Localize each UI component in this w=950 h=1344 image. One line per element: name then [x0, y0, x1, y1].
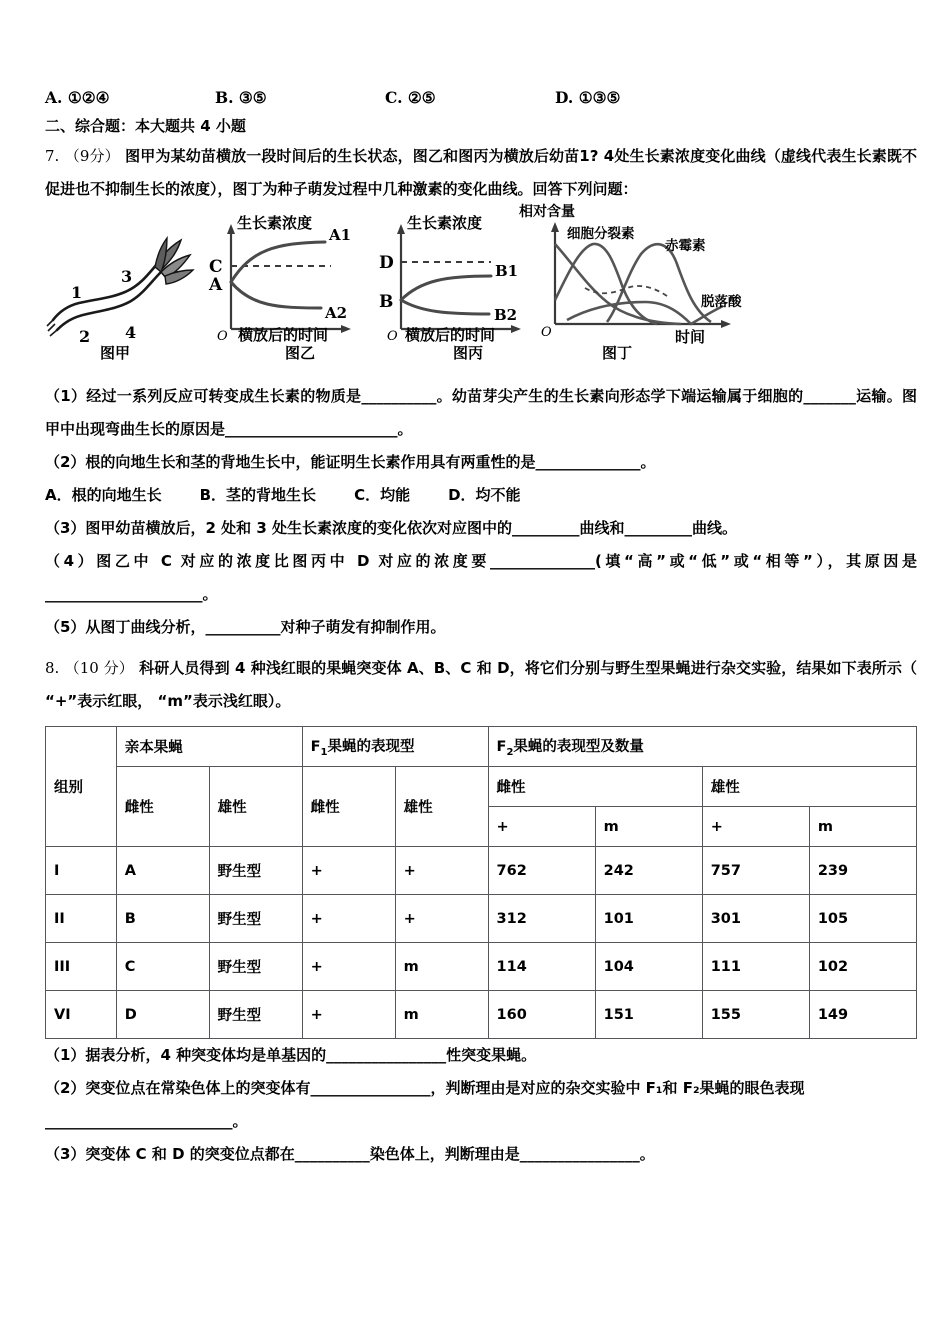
option-a-text: ①②④: [67, 88, 110, 107]
table-row: [46, 943, 917, 991]
question8-sub-2: （2）突变位点在常染色体上的突变体有________________，判断理由是对应的杂交实验中 F₁和 F₂果蝇的眼色表现_________________________。: [45, 1079, 805, 1130]
row-f2-female-m: 101: [595, 895, 702, 943]
table-header-f2-male: 雄性: [702, 767, 916, 807]
root-hairs: [47, 320, 57, 336]
ding-label-cytokinin: 细胞分裂素: [567, 226, 635, 242]
figure-ding-caption: 图丁: [601, 344, 632, 362]
table-header-row-2: [46, 767, 917, 807]
ding-y-axis-label: 相对含量: [519, 204, 575, 220]
option-d: [555, 88, 725, 107]
question8-sub-1: （1）据表分析，4 种突变体均是单基因的________________性突变果蝇。: [45, 1046, 537, 1064]
question7-figure-group: [45, 204, 917, 374]
yi-x-axis-label: 横放后的时间: [238, 326, 329, 344]
table-header-f1: $F_1$果蝇的表现型: [302, 727, 488, 767]
bing-mark-b: B: [379, 292, 394, 312]
row-f2-male-plus: 111: [702, 943, 809, 991]
row-f2-male-plus: 301: [702, 895, 809, 943]
table-header-f2-male-plus: +: [702, 807, 809, 847]
table-header-f2-female-plus: +: [488, 807, 595, 847]
seedling-label-2: 2: [79, 327, 91, 345]
yi-x-arrow: [341, 325, 351, 333]
ding-curve-descending: [555, 244, 681, 324]
question7-sub-1: （1）经过一系列反应可转变成生长素的物质是__________。幼苗芽尖产生的生长素向形态学下端运输属于细胞的_______运输。图甲中出现弯曲生长的原因是_______________________。: [45, 387, 917, 438]
table-header-group: 组别: [46, 727, 117, 847]
bing-curve-label-b1: B1: [495, 262, 519, 280]
row-f1-male: +: [395, 895, 488, 943]
option-a: [45, 88, 215, 107]
row-f2-female-m: 242: [595, 847, 702, 895]
yi-curve-label-a2: A2: [325, 304, 348, 322]
row-f1-male: m: [395, 991, 488, 1039]
bing-curve-b1: [401, 276, 491, 300]
bing-y-arrow: [397, 224, 405, 234]
figure-jia: [45, 220, 195, 349]
figure-ding: [515, 202, 775, 348]
row-f2-male-plus: 155: [702, 991, 809, 1039]
table-header-f2-female-m: m: [595, 807, 702, 847]
row-f2-female-m: 151: [595, 991, 702, 1039]
question7-mc-options: [45, 479, 917, 512]
ding-origin: O: [541, 325, 552, 340]
yi-curve-a1: [231, 242, 325, 282]
row-f1-female: +: [302, 991, 395, 1039]
question8-number: 8.: [45, 659, 60, 677]
row-f2-female-plus: 312: [488, 895, 595, 943]
seedling-label-3: 3: [121, 267, 133, 286]
table-row: [46, 847, 917, 895]
question6-options-row: [45, 88, 917, 107]
row-f1-female: +: [302, 943, 395, 991]
question7-sub-5: （5）从图丁曲线分析，__________对种子萌发有抑制作用。: [45, 618, 446, 636]
yi-curve-label-a1: A1: [329, 226, 352, 244]
table-header-f2-male-m: m: [809, 807, 916, 847]
ding-x-arrow: [721, 320, 731, 328]
option-d-letter: D.: [555, 88, 574, 107]
ding-label-abscisic: 脱落酸: [701, 294, 742, 310]
yi-curve-a2: [231, 282, 321, 308]
yi-mark-a: A: [209, 275, 223, 295]
table-row: [46, 895, 917, 943]
bing-curve-label-b2: B2: [494, 306, 518, 324]
row-parent-female: B: [116, 895, 209, 943]
option-c-letter: C.: [385, 88, 403, 107]
bing-origin: O: [387, 329, 398, 342]
row-parent-female: C: [116, 943, 209, 991]
figure-yi-caption: 图乙: [284, 344, 315, 362]
yi-y-arrow: [227, 224, 235, 234]
crossing-experiment-table: [45, 726, 917, 1039]
question7-sub-3: （3）图甲幼苗横放后，2 处和 3 处生长素浓度的变化依次对应图中的_________曲线和_________曲线。: [45, 519, 737, 537]
bing-y-axis-label: 生长素浓度: [407, 214, 483, 232]
option-b-letter: B.: [215, 88, 234, 107]
figure-bing-svg: [363, 214, 528, 342]
question7-mc-b: B．茎的背地生长: [199, 486, 317, 504]
option-b: [215, 88, 385, 107]
bing-curve-b2: [401, 300, 489, 314]
figure-yi-svg: [193, 214, 358, 342]
yi-y-axis-label: 生长素浓度: [237, 214, 313, 232]
ding-x-axis-label: 时间: [675, 328, 706, 344]
table-header-parent: 亲本果蝇: [116, 727, 302, 767]
ding-label-gibberellin: 赤霉素: [665, 238, 706, 254]
question8-stem: [45, 652, 917, 718]
row-f2-male-m: 105: [809, 895, 916, 943]
table-header-f1-male: 雄性: [395, 767, 488, 847]
row-f2-female-m: 104: [595, 943, 702, 991]
bing-mark-d: D: [379, 253, 394, 273]
table-header-parent-female: 雌性: [116, 767, 209, 847]
row-parent-female: A: [116, 847, 209, 895]
figure-jia-caption: 图甲: [99, 344, 130, 362]
row-f2-female-plus: 762: [488, 847, 595, 895]
question7-stem-text: 图甲为某幼苗横放一段时间后的生长状态，图乙和图丙为横放后幼苗1? 4处生长素浓度变化曲线（虚线代表生长素既不促进也不抑制生长的浓度），图丁为种子萌发过程中几种激素的变化曲线。回答下列问题：: [45, 147, 918, 198]
row-group: III: [46, 943, 117, 991]
option-d-text: ①③⑤: [578, 88, 621, 107]
row-parent-female: D: [116, 991, 209, 1039]
row-group: VI: [46, 991, 117, 1039]
page-content: [45, 88, 917, 1171]
row-f1-male: m: [395, 943, 488, 991]
bing-x-axis-label: 横放后的时间: [405, 326, 496, 344]
leaf-3: [155, 238, 167, 272]
option-a-letter: A.: [45, 88, 63, 107]
question7-score: （9分）: [64, 147, 120, 165]
figure-ding-svg: [515, 202, 775, 344]
seedling-label-4: 4: [125, 323, 137, 342]
option-c-text: ②⑤: [407, 88, 436, 107]
row-f1-female: +: [302, 895, 395, 943]
table-header-row-1: [46, 727, 917, 767]
figure-bing-caption: 图丙: [452, 344, 483, 362]
row-f2-female-plus: 114: [488, 943, 595, 991]
table-header-parent-male: 雄性: [209, 767, 302, 847]
yi-origin: O: [217, 329, 228, 342]
question7-stem: [45, 140, 917, 206]
row-f1-female: +: [302, 847, 395, 895]
question7-mc-a: A．根的向地生长: [45, 486, 162, 504]
row-parent-male: 野生型: [209, 895, 302, 943]
seedling-diagram-svg: [45, 220, 195, 345]
question7-mc-d: D．均不能: [448, 486, 521, 504]
row-f1-male: +: [395, 847, 488, 895]
row-f2-male-m: 149: [809, 991, 916, 1039]
row-group: II: [46, 895, 117, 943]
row-f2-male-m: 239: [809, 847, 916, 895]
row-parent-male: 野生型: [209, 991, 302, 1039]
row-f2-female-plus: 160: [488, 991, 595, 1039]
table-header-f1-female: 雌性: [302, 767, 395, 847]
ding-curve-cytokinin: [555, 244, 657, 324]
row-f2-male-plus: 757: [702, 847, 809, 895]
row-group: I: [46, 847, 117, 895]
option-b-text: ③⑤: [238, 88, 267, 107]
row-f2-male-m: 102: [809, 943, 916, 991]
yi-mark-c: C: [209, 257, 223, 277]
question8-stem-text: 科研人员得到 4 种浅红眼的果蝇突变体 A、B、C 和 D，将它们分别与野生型果蝇进行杂交实验，结果如下表所示（ “+”表示红眼， “m”表示浅红眼）。: [45, 659, 917, 710]
seedling-label-1: 1: [71, 283, 83, 302]
question7-number: 7.: [45, 147, 60, 165]
question7-sub-4: （4）图乙中 C 对应的浓度比图丙中 D 对应的浓度要______________(填“高”或“低”或“相等”），其原因是_____________________。: [45, 552, 917, 603]
table-header-f2-female: 雌性: [488, 767, 702, 807]
question7-sub-2: （2）根的向地生长和茎的背地生长中，能证明生长素作用具有两重性的是______________。: [45, 453, 656, 471]
row-parent-male: 野生型: [209, 847, 302, 895]
question8-score: （10 分）: [64, 659, 134, 677]
row-parent-male: 野生型: [209, 943, 302, 991]
table-header-f2: $F_2$果蝇的表现型及数量: [488, 727, 916, 767]
option-c: [385, 88, 555, 107]
question7-mc-c: C．均能: [354, 486, 411, 504]
table-row: [46, 991, 917, 1039]
question8-sub-3: （3）突变体 C 和 D 的突变位点都在__________染色体上，判断理由是________________。: [45, 1145, 655, 1163]
ding-y-arrow: [551, 222, 559, 232]
section-heading: 二、综合题：本大题共 4 小题: [45, 117, 246, 135]
